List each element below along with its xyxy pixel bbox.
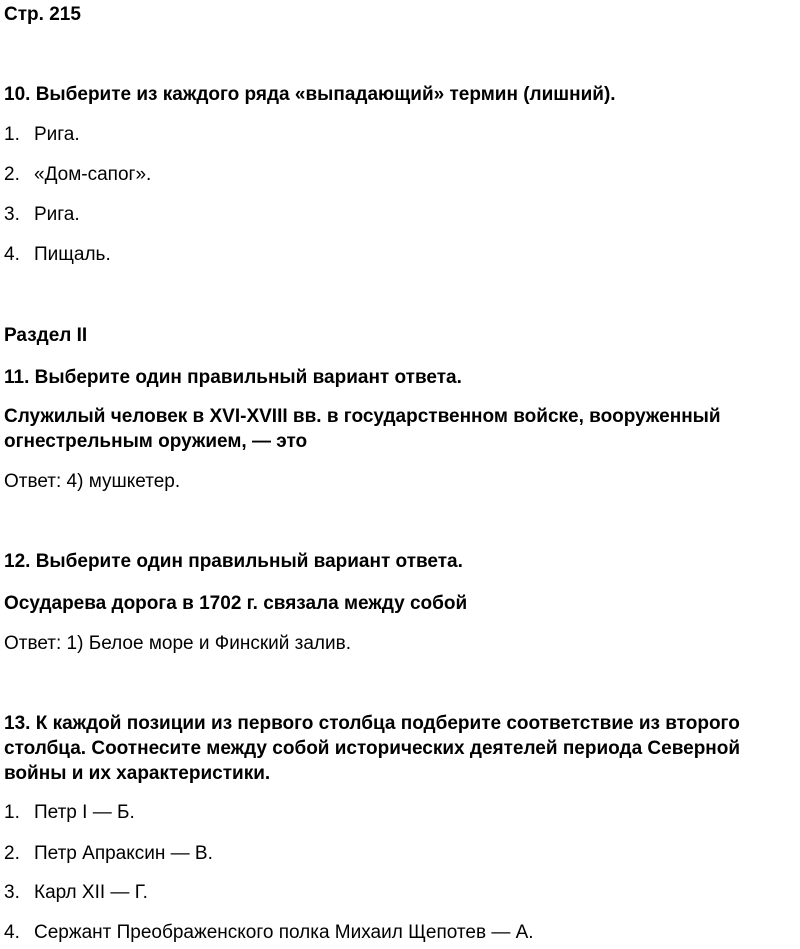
page-label: Стр. 215 (4, 4, 81, 25)
q13-heading-line-3: войны и их характеристики. (4, 763, 271, 784)
q12-answer: Ответ: 1) Белое море и Финский залив. (4, 633, 352, 654)
list-item-text: Петр I — Б. (34, 802, 135, 823)
list-item-number: 3. (4, 882, 20, 903)
list-item-number: 2. (4, 843, 20, 864)
list-item-text: Рига. (34, 204, 80, 225)
list-item-text: Петр Апраксин — В. (34, 843, 213, 864)
q12-heading: 12. Выберите один правильный вариант ответа. (4, 551, 463, 572)
list-item-text: Рига. (34, 124, 80, 145)
q13-heading-line-2: столбца. Соотнесите между собой исторических деятелей периода Северной (4, 738, 741, 759)
list-item-number: 4. (4, 244, 20, 265)
list-item (4, 880, 796, 905)
q11-answer: Ответ: 4) мушкетер. (4, 471, 181, 492)
list-item-text: Пищаль. (34, 244, 111, 265)
list-item-number: 1. (4, 124, 20, 145)
list-item (4, 162, 796, 187)
list-item (4, 920, 796, 945)
list-item-text: Карл XII — Г. (34, 882, 148, 903)
list-item (4, 800, 796, 825)
list-item-number: 1. (4, 802, 20, 823)
list-item-text: Сержант Преображенского полка Михаил Щепотев — А. (34, 922, 534, 943)
q11-heading: 11. Выберите один правильный вариант ответа. (4, 367, 462, 388)
list-item (4, 242, 796, 267)
q10-heading: 10. Выберите из каждого ряда «выпадающий» термин (лишний). (4, 84, 616, 105)
q11-question-line-1: Служилый человек в XVI-XVIII вв. в государственном войске, вооруженный (4, 406, 721, 427)
list-item-number: 4. (4, 922, 20, 943)
section-heading: Раздел II (4, 325, 88, 346)
list-item-number: 3. (4, 204, 20, 225)
list-item (4, 122, 796, 147)
list-item (4, 202, 796, 227)
q12-question: Осударева дорога в 1702 г. связала между собой (4, 593, 468, 614)
list-item (4, 841, 796, 866)
list-item-text: «Дом-сапог». (34, 164, 152, 185)
list-item-number: 2. (4, 164, 20, 185)
q11-question-line-2: огнестрельным оружием, — это (4, 431, 308, 452)
q13-heading-line-1: 13. К каждой позиции из первого столбца подберите соответствие из второго (4, 713, 740, 734)
